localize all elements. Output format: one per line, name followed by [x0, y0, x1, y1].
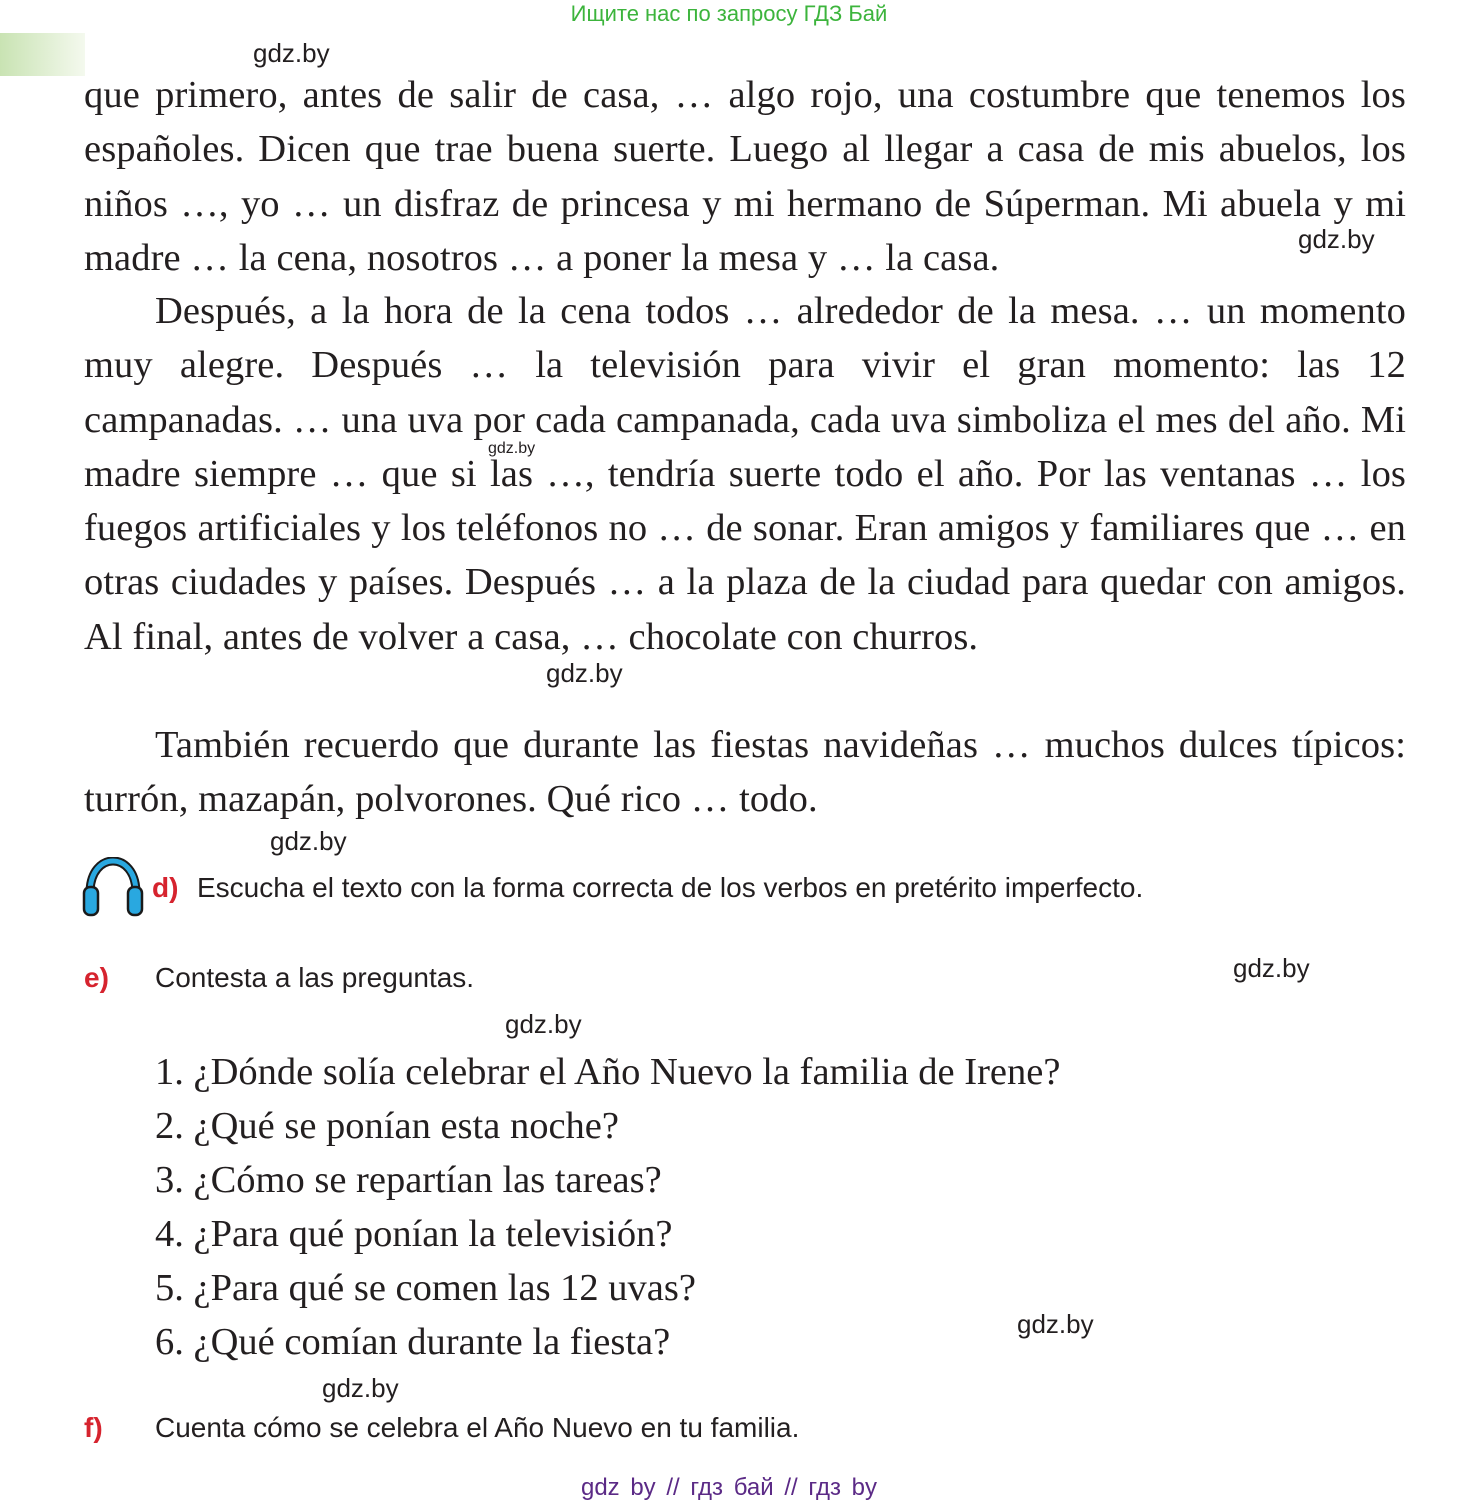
question-6: 6. ¿Qué comían durante la fiesta? — [155, 1321, 671, 1363]
watermark: gdz.by — [322, 1373, 399, 1403]
exercise-f-letter: f) — [84, 1412, 103, 1443]
watermark: gdz.by — [270, 826, 347, 856]
paragraph-3: También recuerdo que durante las fiestas navideñas … muchos dulces típicos: turrón, mazapán, polvorones. Qué rico … todo. — [84, 724, 1406, 821]
watermark: gdz.by — [1233, 953, 1310, 983]
exercise-d-instruction: Escucha el texto con la forma correcta de los verbos en pretérito imperfecto. — [197, 872, 1144, 903]
question-2: 2. ¿Qué se ponían esta noche? — [155, 1105, 619, 1147]
question-1: 1. ¿Dónde solía celebrar el Año Nuevo la familia de Irene? — [155, 1051, 1061, 1093]
watermark: gdz.by — [505, 1009, 582, 1039]
paragraph-2: Después, a la hora de la cena todos … alrededor de la mesa. … un momento muy alegre. Después … la televisión para vivir el gran momento: las 12 campanadas. … una uva por cada campanada, cada uva simboliza el mes del año. Mi madre siempre … que si las …, tendría suerte todo el año. Por las ventanas … los fuegos artificiales y los teléfonos no … de sonar. Eran amigos y familiares que … en otras ciudades y países. Después … a la plaza de la ciudad para quedar con amigos. Al final, antes de volver a casa, … chocolate con churros. — [84, 290, 1406, 658]
watermark: gdz.by — [1298, 224, 1375, 254]
exercise-f-instruction: Cuenta cómo se celebra el Año Nuevo en tu familia. — [155, 1412, 800, 1443]
watermark: gdz.by — [253, 38, 330, 68]
paragraph-1: que primero, antes de salir de casa, … algo rojo, una costumbre que tenemos los españoles. Dicen que trae buena suerte. Luego al llegar a casa de mis abuelos, los niños …, yo … un disfraz de princesa y mi hermano de Súperman. Mi abuela y mi madre … la cena, nosotros … a poner la mesa y … la casa. — [84, 74, 1406, 279]
watermark: gdz.by — [1017, 1309, 1094, 1339]
question-3: 3. ¿Cómo se repartían las tareas? — [155, 1159, 662, 1201]
headphones-icon[interactable] — [82, 857, 144, 917]
exercise-d-letter: d) — [152, 872, 179, 903]
question-4: 4. ¿Para qué ponían la televisión? — [155, 1213, 673, 1255]
page-corner-tab — [0, 33, 85, 76]
footer-links[interactable]: gdz by // гдз бай // гдз by — [580, 1474, 878, 1501]
top-banner[interactable]: Ищите нас по запросу ГДЗ Бай — [570, 1, 888, 26]
exercise-e-letter: e) — [84, 962, 109, 993]
exercise-e-instruction: Contesta a las preguntas. — [155, 962, 475, 993]
question-5: 5. ¿Para qué se comen las 12 uvas? — [155, 1267, 696, 1309]
watermark: gdz.by — [488, 440, 536, 457]
watermark: gdz.by — [546, 658, 623, 688]
